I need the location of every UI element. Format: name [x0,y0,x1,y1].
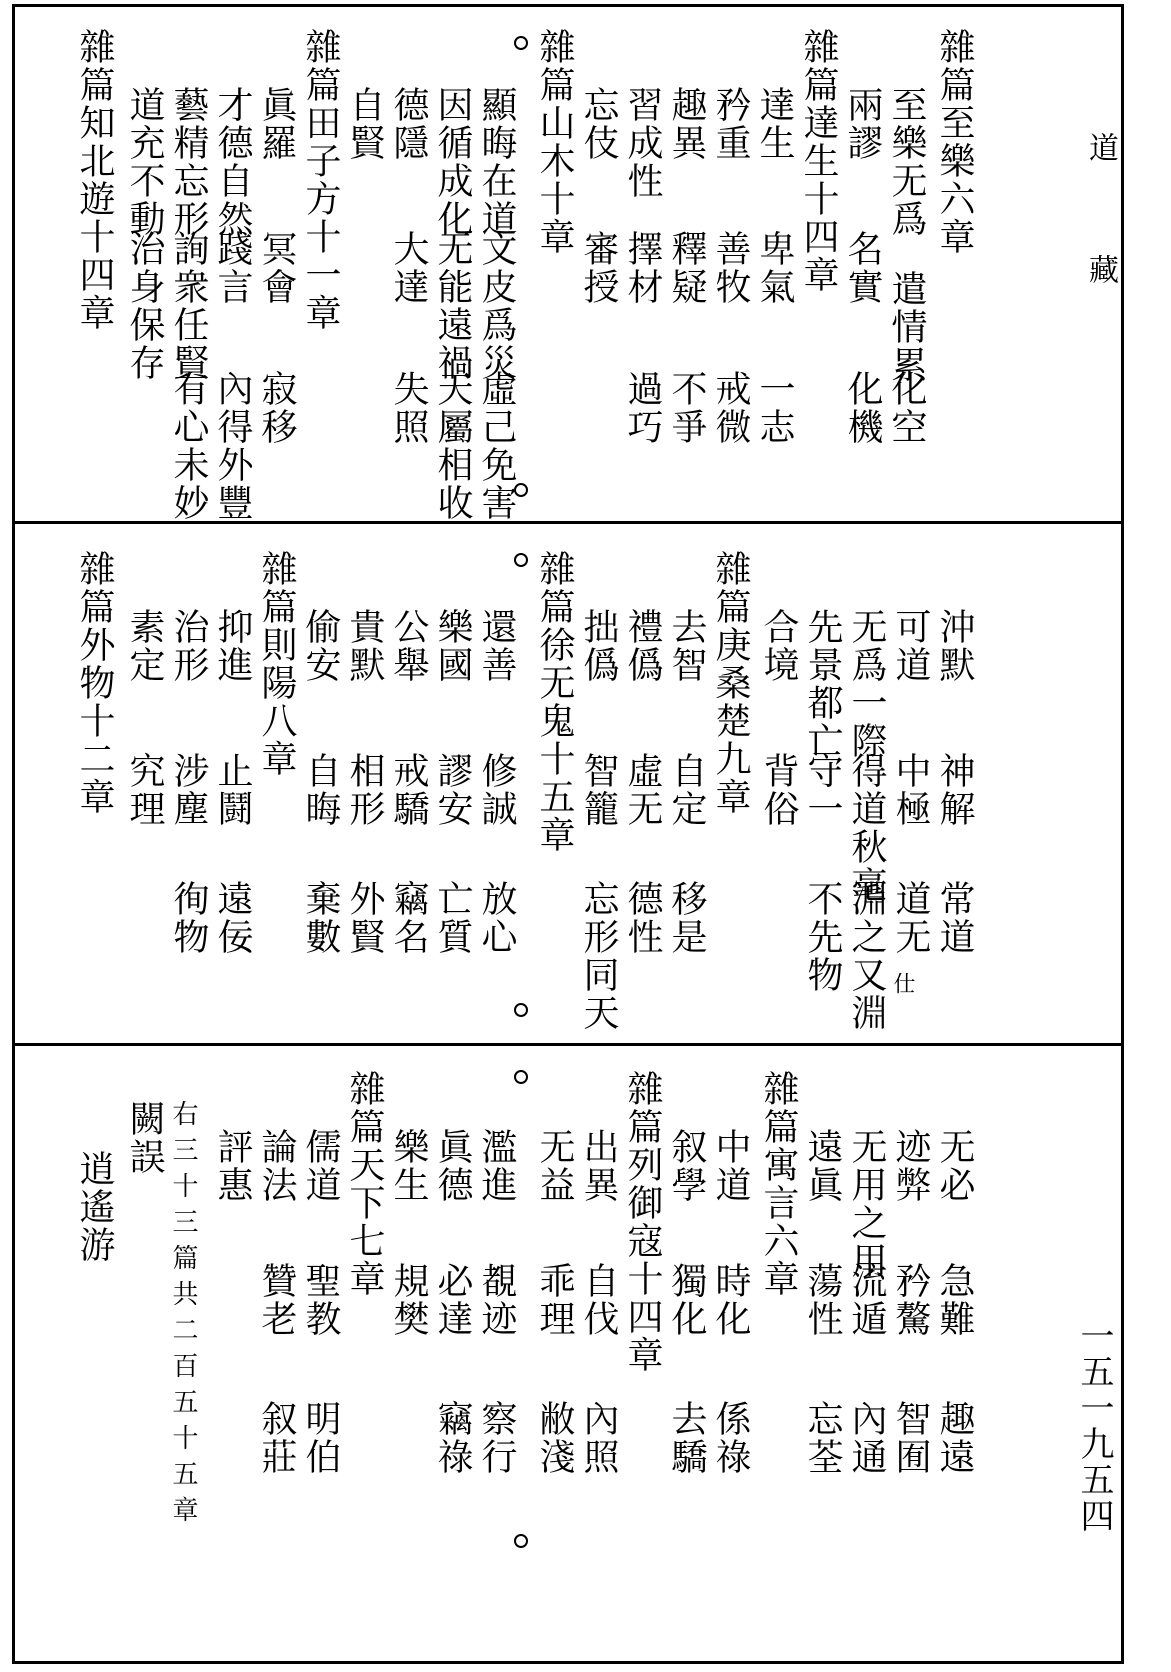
entry: 素定 [124,608,165,684]
entry: 无益 [534,1128,575,1204]
entry: 拙僞 [578,608,619,684]
entry: 虛无 [622,752,663,828]
entry: 中極 [890,752,931,828]
entry: 內得外豐 [212,370,253,522]
entry: 至樂无爲 [886,86,927,238]
entry: 智囿 [890,1400,931,1476]
entry: 无用之用 [846,1128,887,1280]
entry: 踐言 [212,230,253,306]
entry: 乖理 [534,1262,575,1338]
entry: 徇物 [168,880,209,956]
entry: 禮僞 [622,608,663,684]
circle-mark [514,1003,528,1017]
entry: 貴默 [344,608,385,684]
entry: 治身保存 [124,230,165,382]
entry: 出異 [578,1128,619,1204]
entry: 卑氣 [754,230,795,306]
entry: 化機 [842,370,883,446]
entry: 大達 [388,230,429,306]
entry: 德隱 [388,86,429,162]
entry: 放心 [476,880,517,956]
chapter-heading: 雜篇達生十四章 [798,28,839,294]
chapter-heading: 雜篇至樂六章 [934,28,975,256]
entry: 內照 [578,1400,619,1476]
entry: 才德自然 [212,86,253,238]
entry: 流遁 [846,1262,887,1338]
entry: 急難 [934,1262,975,1338]
entry: 沖默 [934,608,975,684]
entry: 中道 [710,1128,751,1204]
circle-mark [514,553,528,567]
entry: 明伯 [300,1400,341,1476]
entry: 得道秋毫 [846,752,887,904]
entry: 忘荃 [802,1400,843,1476]
entry: 贊老 [256,1262,297,1338]
entry: 因循成化 [432,86,473,238]
page-number: 一五一九五四 [1074,1318,1114,1534]
entry: 虛己免害 [476,370,517,522]
entry: 冥會 [256,230,297,306]
entry: 評惠 [212,1128,253,1204]
entry: 德性 [622,880,663,956]
entry: 兩謬 [842,86,883,162]
circle-mark [514,1534,528,1548]
entry: 釋疑 [666,230,707,306]
entry: 獨化 [666,1262,707,1338]
entry: 背俗 [758,752,799,828]
entry: 忘形同天 [578,880,619,1032]
entry: 止鬪 [212,752,253,828]
entry: 時化 [710,1262,751,1338]
entry: 淵之又淵 [846,880,887,1032]
entry: 自定 [666,752,707,828]
entry: 涉塵 [168,752,209,828]
entry: 忘伎 [578,86,619,162]
entry: 趣異 [666,86,707,162]
summary-note: 右三十三篇共二百五十五章 [168,1100,198,1532]
entry: 失照 [388,370,429,446]
chapter-heading: 雜篇山木十章 [534,28,575,256]
entry: 道充不動 [124,86,165,238]
chapter-heading: 雜篇則陽八章 [256,550,297,778]
entry: 无必 [934,1128,975,1204]
entry: 詢衆任賢 [168,230,209,382]
entry: 過巧 [622,370,663,446]
entry: 遠佞 [212,880,253,956]
entry: 覩迹 [476,1262,517,1338]
entry: 无爲一際 [846,608,887,760]
entry: 逍遙游 [74,1150,115,1264]
entry: 儒道 [300,1128,341,1204]
entry: 戒驕 [388,752,429,828]
entry: 治形 [168,608,209,684]
entry: 矜重 [710,86,751,162]
entry: 公舉 [388,608,429,684]
chapter-heading: 雜篇寓言六章 [758,1070,799,1298]
entry: 察行 [476,1400,517,1476]
chapter-heading: 雜篇列御寇十四章 [622,1070,663,1374]
entry: 可道 [890,608,931,684]
entry: 迹弊 [890,1128,931,1204]
entry: 蕩性 [802,1262,843,1338]
entry: 神解 [934,752,975,828]
entry: 樂生 [388,1128,429,1204]
entry: 自賢 [344,86,385,162]
entry: 還善 [476,608,517,684]
entry: 常道 [934,880,975,956]
entry: 遣情累 [886,270,927,384]
entry: 眞羅 [256,86,297,162]
note: 仕 [890,972,915,994]
entry: 顯晦在道 [476,86,517,238]
chapter-heading: 雜篇知北遊十四章 [74,28,115,332]
entry: 習成性 [622,86,663,200]
section-divider [12,1043,1124,1046]
entry: 无能遠禍 [432,230,473,382]
entry: 自晦 [300,752,341,828]
entry: 藝精忘形 [168,86,209,238]
entry: 守一 [802,752,843,828]
entry: 竊名 [388,880,429,956]
entry: 合境 [758,608,799,684]
entry: 眞德 [432,1128,473,1204]
entry: 內通 [846,1400,887,1476]
entry: 善牧 [710,230,751,306]
chapter-heading: 雜篇外物十二章 [74,550,115,816]
entry: 一志 [754,370,795,446]
entry: 棄數 [300,880,341,956]
entry: 偷安 [300,608,341,684]
entry: 文皮爲災 [476,230,517,382]
entry: 不先物 [802,880,843,994]
entry: 去智 [666,608,707,684]
entry: 先景都亡 [802,608,843,760]
entry: 達生 [754,86,795,162]
chapter-heading: 雜篇徐无鬼十五章 [534,550,575,854]
entry: 道无 [890,880,931,956]
entry: 外賢 [344,880,385,956]
entry: 化空 [886,370,927,446]
entry: 規樊 [388,1262,429,1338]
entry: 係祿 [710,1400,751,1476]
chapter-heading: 雜篇庚桑楚九章 [710,550,751,816]
entry: 智籠 [578,752,619,828]
entry: 名實 [842,230,883,306]
entry: 論法 [256,1128,297,1204]
entry: 樂國 [432,608,473,684]
entry: 自伐 [578,1262,619,1338]
entry: 究理 [124,752,165,828]
entry: 矜驁 [890,1262,931,1338]
chapter-heading: 雜篇田子方十一章 [300,28,341,332]
entry: 修誠 [476,752,517,828]
entry: 戒微 [710,370,751,446]
entry: 闕誤 [124,1100,165,1176]
entry: 趣遠 [934,1400,975,1476]
entry: 有心未妙 [168,370,209,522]
entry: 叙學 [666,1128,707,1204]
entry: 寂移 [256,370,297,446]
sidebar-char: 道 [1083,132,1118,168]
entry: 亡質 [432,880,473,956]
entry: 敝淺 [534,1400,575,1476]
entry: 遠眞 [802,1128,843,1204]
entry: 移是 [666,880,707,956]
entry: 相形 [344,752,385,828]
entry: 去驕 [666,1400,707,1476]
entry: 叙莊 [256,1400,297,1476]
entry: 抑進 [212,608,253,684]
chapter-heading: 雜篇天下七章 [344,1070,385,1298]
entry: 竊祿 [432,1400,473,1476]
circle-mark [514,1070,528,1084]
entry: 擇材 [622,230,663,306]
entry: 審授 [578,230,619,306]
entry: 謬安 [432,752,473,828]
circle-mark [514,36,528,50]
sidebar-char: 藏 [1083,254,1118,290]
entry: 天屬相收 [432,370,473,522]
entry: 必達 [432,1262,473,1338]
entry: 不爭 [666,370,707,446]
entry: 濫進 [476,1128,517,1204]
entry: 聖教 [300,1262,341,1338]
